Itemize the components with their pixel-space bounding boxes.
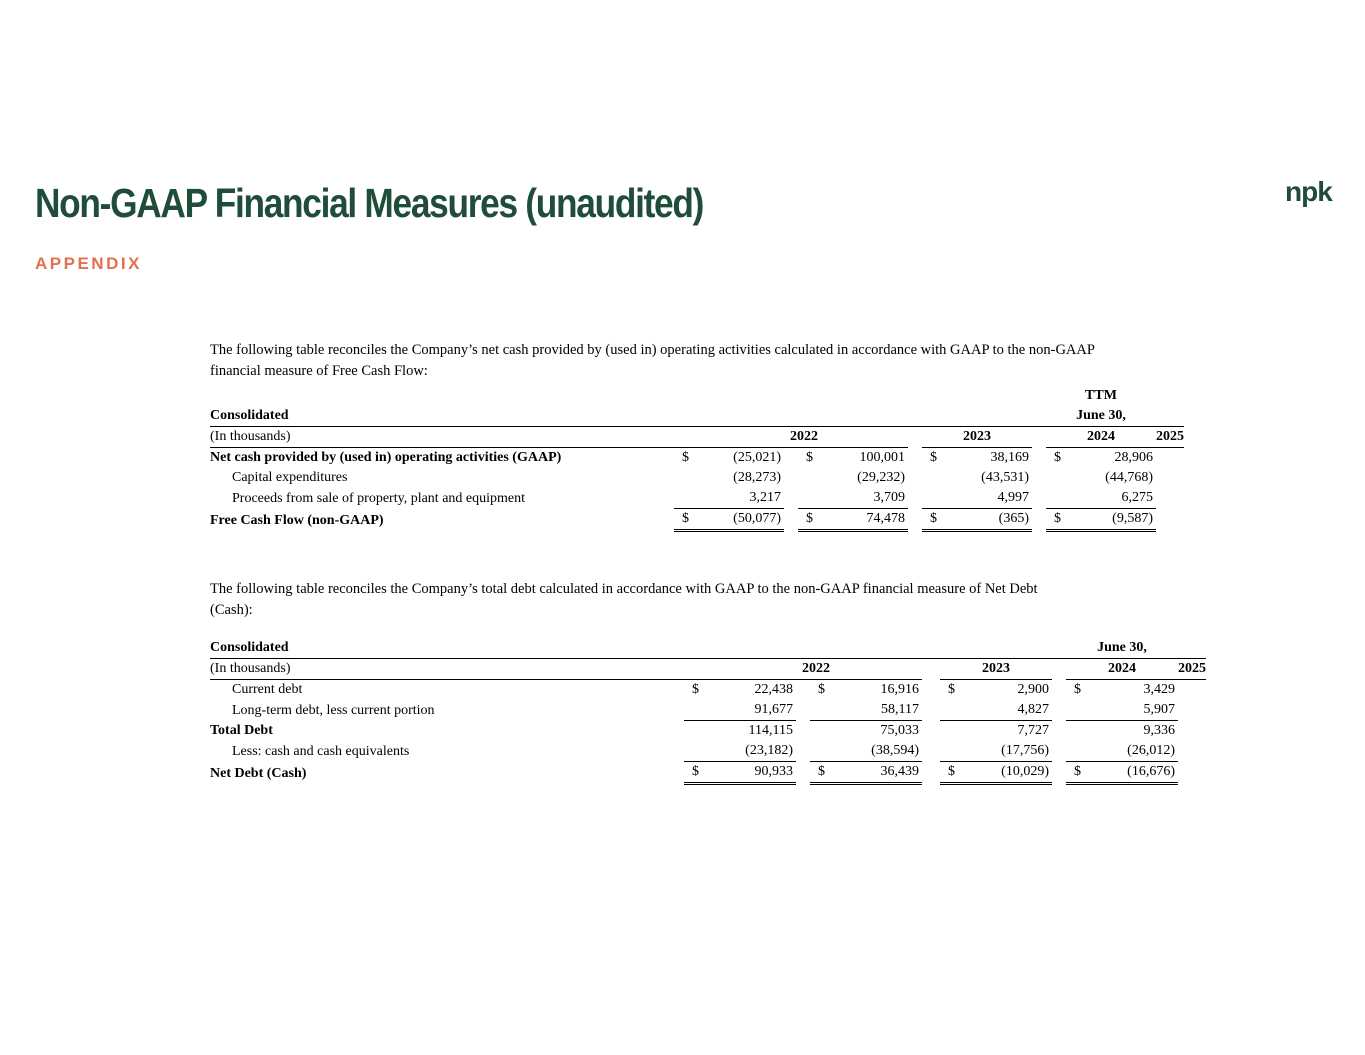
cell-value: 7,727 (1017, 723, 1049, 738)
table-row (210, 468, 1184, 488)
cell-value: (365) (948, 509, 1032, 531)
cell-value: (25,021) (733, 450, 781, 465)
row-label: Capital expenditures (232, 470, 348, 485)
cell-value: 58,117 (836, 700, 922, 721)
dollar-sign: $ (948, 682, 955, 697)
table-row (210, 721, 1206, 742)
cell-value: 3,217 (700, 488, 784, 509)
cell-value: 90,933 (710, 762, 796, 784)
row-label: Total Debt (210, 723, 273, 738)
cell-value: 2,900 (1017, 682, 1049, 697)
dollar-sign: $ (682, 450, 689, 465)
units-label: (In thousands) (210, 427, 674, 448)
dollar-sign: $ (930, 450, 937, 465)
year-header: 2022 (784, 427, 824, 448)
section-label: Consolidated (210, 408, 289, 423)
units-label: (In thousands) (210, 659, 684, 680)
table-row (210, 700, 1206, 721)
dollar-sign: $ (1046, 509, 1072, 531)
cell-value: (28,273) (733, 470, 781, 485)
cell-value: 36,439 (836, 762, 922, 784)
table-row (210, 448, 1184, 469)
dollar-sign: $ (684, 762, 710, 784)
dollar-sign: $ (798, 509, 824, 531)
cell-value: (43,531) (981, 470, 1029, 485)
cell-value: 22,438 (754, 682, 793, 697)
cell-value: 114,115 (748, 723, 793, 738)
dollar-sign: $ (818, 682, 825, 697)
logo-text: npk (1285, 176, 1332, 207)
year-header: 2025 (1156, 427, 1184, 448)
npk-logo (1285, 176, 1345, 208)
cell-value: 38,169 (990, 450, 1029, 465)
year-header: 2025 (1178, 659, 1206, 680)
page-title: Non-GAAP Financial Measures (unaudited) (35, 180, 704, 226)
cell-value: (29,232) (857, 470, 905, 485)
table-row (210, 741, 1206, 762)
period-label: June 30, (1076, 408, 1126, 423)
table-row (210, 509, 1184, 531)
dollar-sign: $ (810, 762, 836, 784)
cell-value: 16,916 (880, 682, 919, 697)
dollar-sign: $ (674, 509, 700, 531)
cell-value: (26,012) (1092, 741, 1178, 762)
cell-value: 4,827 (966, 700, 1052, 721)
table-header-row (210, 406, 1184, 427)
row-label: Net Debt (Cash) (210, 765, 307, 781)
table-header-row (210, 427, 1184, 448)
cell-value: 74,478 (824, 509, 908, 531)
row-label: Net cash provided by (used in) operating activities (GAAP) (210, 450, 562, 465)
row-label: Free Cash Flow (non-GAAP) (210, 512, 384, 528)
free-cash-flow-table (210, 386, 1184, 532)
cell-value: 5,907 (1092, 700, 1178, 721)
row-label: Long-term debt, less current portion (232, 702, 435, 718)
year-header: 2023 (922, 427, 1032, 448)
section-label: Consolidated (210, 640, 289, 655)
cell-value: (9,587) (1072, 509, 1156, 531)
row-label: Proceeds from sale of property, plant and equipment (232, 490, 526, 506)
cell-value: 100,001 (859, 450, 905, 465)
cell-value: (38,594) (836, 741, 922, 762)
table-row (210, 680, 1206, 701)
cell-value: 4,997 (948, 488, 1032, 509)
cell-value: (50,077) (700, 509, 784, 531)
ttm-label: TTM (1085, 388, 1117, 403)
cell-value: (44,768) (1105, 470, 1153, 485)
dollar-sign: $ (922, 509, 948, 531)
cell-value: 6,275 (1072, 488, 1156, 509)
row-label: Current debt (232, 682, 303, 697)
table-header-row (210, 386, 1184, 406)
cell-value: (10,029) (966, 762, 1052, 784)
section-subtitle: APPENDIX (35, 254, 142, 273)
year-header: 2024 (1066, 659, 1178, 680)
cell-value: 3,709 (824, 488, 908, 509)
cell-value: (17,756) (966, 741, 1052, 762)
cell-value: 28,906 (1114, 450, 1153, 465)
year-header: 2022 (796, 659, 836, 680)
year-header: 2023 (940, 659, 1052, 680)
table-header-row (210, 659, 1206, 680)
period-label: June 30, (1097, 640, 1147, 655)
dollar-sign: $ (692, 682, 699, 697)
net-debt-intro-text: The following table reconciles the Company’s total debt calculated in accordance with GAAP to the non-GAAP financial measure of Net Debt (Cash): (210, 581, 1038, 618)
dollar-sign: $ (1054, 450, 1061, 465)
dollar-sign: $ (806, 450, 813, 465)
cell-value: 9,336 (1143, 723, 1175, 738)
cell-value: 3,429 (1143, 682, 1175, 697)
table-header-row (210, 638, 1206, 659)
table-row (210, 488, 1184, 509)
dollar-sign: $ (1066, 762, 1092, 784)
net-debt-table (210, 638, 1206, 785)
table-row (210, 762, 1206, 784)
row-label: Less: cash and cash equivalents (232, 743, 410, 759)
cell-value: 75,033 (880, 723, 919, 738)
cell-value: (16,676) (1092, 762, 1178, 784)
fcf-intro-text: The following table reconciles the Company’s net cash provided by (used in) operating activities calculated in accordance with GAAP to the non-GAAP financial measure of Free Cash Flow: (210, 342, 1095, 379)
cell-value: (23,182) (710, 741, 796, 762)
dollar-sign: $ (940, 762, 966, 784)
year-header: 2024 (1046, 427, 1156, 448)
cell-value: 91,677 (710, 700, 796, 721)
dollar-sign: $ (1074, 682, 1081, 697)
